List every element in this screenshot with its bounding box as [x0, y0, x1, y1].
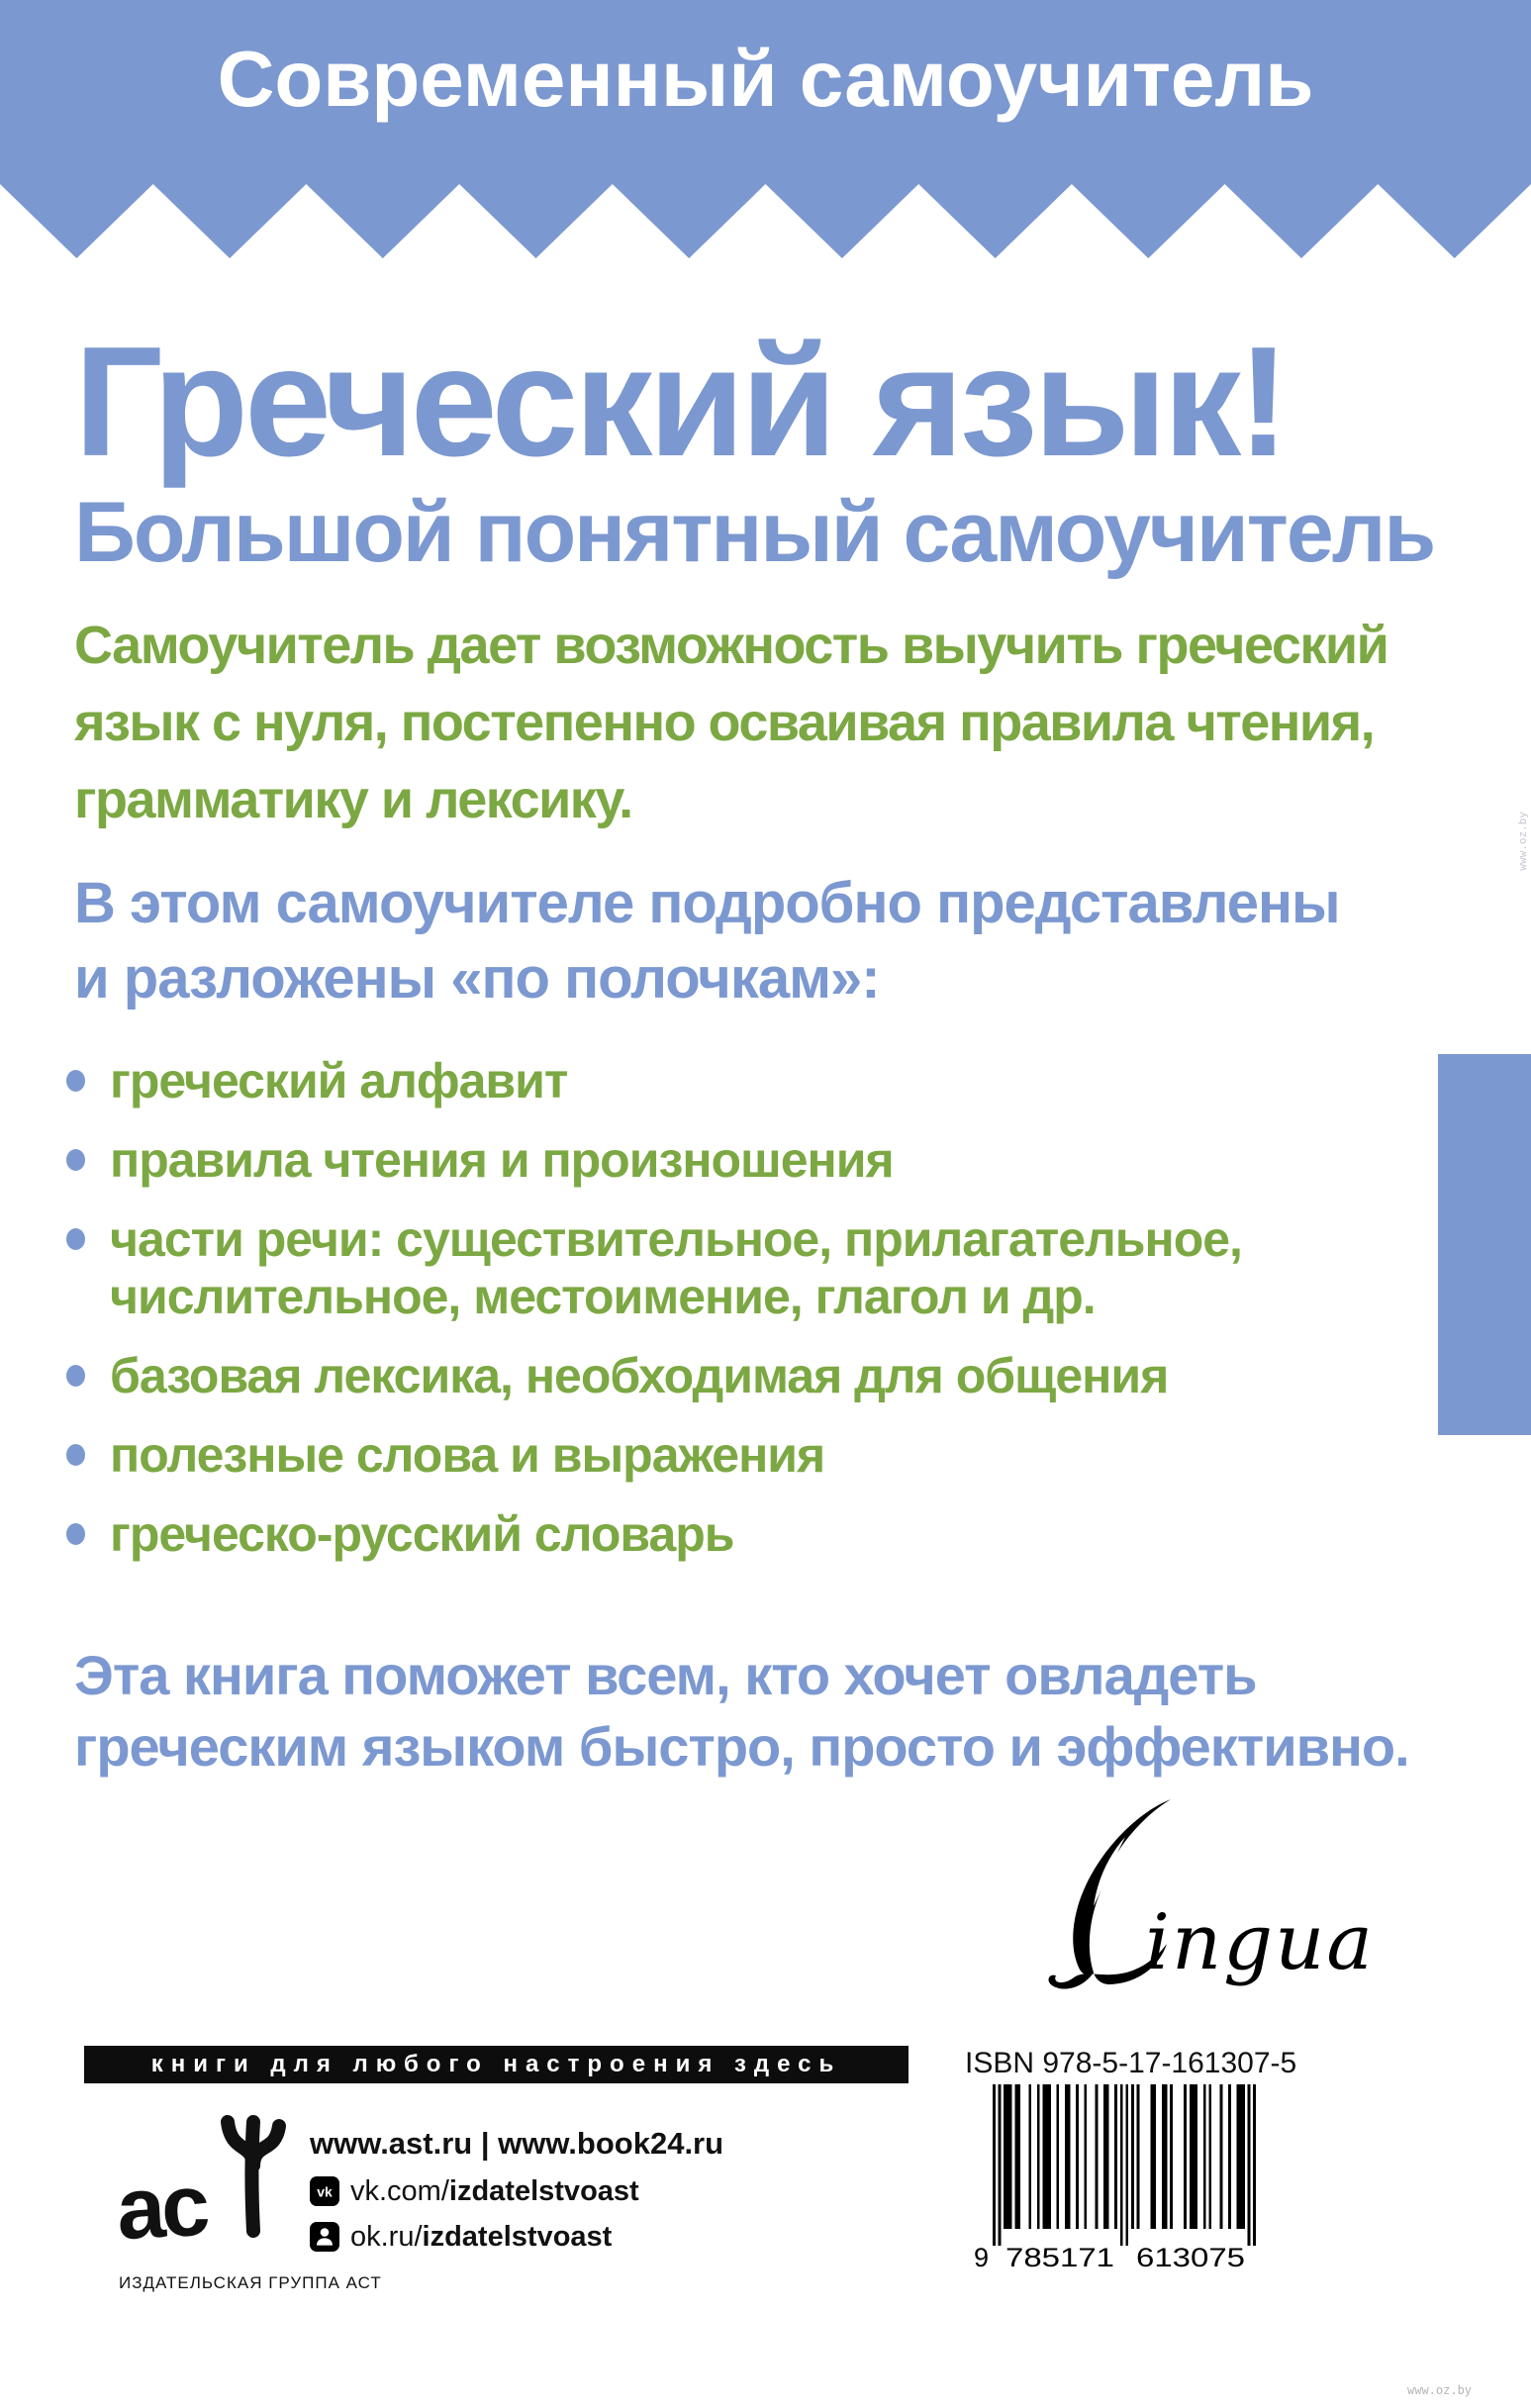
ok-icon	[310, 2222, 339, 2252]
bullet-dot-icon	[66, 1070, 85, 1092]
ast-logo-letters: ас	[114, 2155, 209, 2259]
watermark-bottom: www.oz.by	[1407, 2383, 1473, 2397]
list-item	[74, 1210, 1395, 1325]
lingua-text: ingua	[1145, 1898, 1375, 1987]
bullet-dot-icon	[66, 1149, 85, 1171]
outro-paragraph	[74, 1640, 1409, 1782]
bullet-dot-icon	[66, 1444, 85, 1466]
barcode-digits-right: 613075	[1136, 2243, 1245, 2272]
series-title: Современный самоучитель	[217, 35, 1314, 123]
list-item	[74, 1347, 1395, 1404]
isbn-label: ISBN 978-5-17-161307-5	[965, 2047, 1297, 2079]
websites-line: www.ast.ru | www.book24.ru	[310, 2126, 724, 2161]
list-item	[74, 1131, 1395, 1189]
ok-url	[350, 2221, 612, 2254]
cactus-icon	[212, 2104, 295, 2238]
zigzag-edge	[0, 184, 1531, 259]
intro-line: Самоучитель дает возможность выучить греческий	[74, 616, 1388, 676]
bullet-dot-icon	[66, 1523, 85, 1545]
list-heading	[74, 866, 1395, 1016]
watermark-side: www.oz.by	[1516, 812, 1529, 871]
bullet-dot-icon	[66, 1228, 85, 1250]
barcode-digits-left: 785171	[1005, 2243, 1114, 2272]
list-item	[74, 1426, 1395, 1484]
outro-line: Эта книга поможет всем, кто хочет овладеть	[74, 1644, 1257, 1707]
list-heading-line: и разложены «по полочкам»:	[74, 946, 880, 1011]
vk-icon	[310, 2176, 339, 2206]
svg-text:vk: vk	[317, 2183, 333, 2200]
main-copy	[74, 315, 1435, 1782]
ok-row	[310, 2221, 723, 2253]
slogan-text: книги для любого настроения здесь	[150, 2051, 842, 2077]
barcode	[973, 2084, 1260, 2274]
barcode-digit-lead: 9	[974, 2243, 990, 2272]
bullet-dot-icon	[66, 1365, 85, 1387]
vk-url-prefix: vk.com/	[350, 2174, 449, 2207]
bullet-text: греческий алфавит	[110, 1053, 568, 1109]
vk-url	[350, 2175, 639, 2208]
lingua-logo	[1044, 1793, 1400, 2006]
bullet-text: правила чтения и произношения	[110, 1132, 894, 1189]
ok-url-prefix: ok.ru/	[350, 2220, 423, 2253]
outro-line: греческим языком быстро, просто и эффективно.	[74, 1715, 1409, 1779]
intro-line: грамматику и лексику.	[74, 770, 632, 830]
vk-row	[310, 2175, 723, 2207]
ok-account: izdatelstvoast	[422, 2220, 613, 2253]
bullet-list	[74, 1052, 1395, 1563]
bullet-text: греческо-русский словарь	[110, 1506, 734, 1563]
top-banner	[0, 0, 1531, 184]
list-item	[74, 1052, 1395, 1109]
publisher-links	[310, 2126, 723, 2253]
book-subtitle: Большой понятный самоучитель	[74, 485, 1435, 581]
book-title: Греческий язык!	[74, 315, 1286, 489]
ast-logo	[114, 2104, 295, 2259]
ast-tagline: ИЗДАТЕЛЬСКАЯ ГРУППА АСТ	[119, 2273, 382, 2292]
intro-line: язык с нуля, постепенно осваивая правила чтения,	[74, 693, 1375, 753]
slogan-bar	[84, 2046, 909, 2083]
list-heading-line: В этом самоучителе подробно представлены	[74, 871, 1340, 936]
vk-account: izdatelstvoast	[448, 2174, 639, 2207]
bullet-text: базовая лексика, необходимая для общения	[110, 1348, 1169, 1404]
bullet-text: части речи: существительное, прилагательное, числительное, местоимение, глагол и др.	[110, 1211, 1242, 1325]
intro-paragraph	[74, 607, 1395, 838]
bullet-text: полезные слова и выражения	[110, 1427, 825, 1484]
list-item	[74, 1505, 1395, 1563]
accent-bar	[1438, 1054, 1531, 1435]
